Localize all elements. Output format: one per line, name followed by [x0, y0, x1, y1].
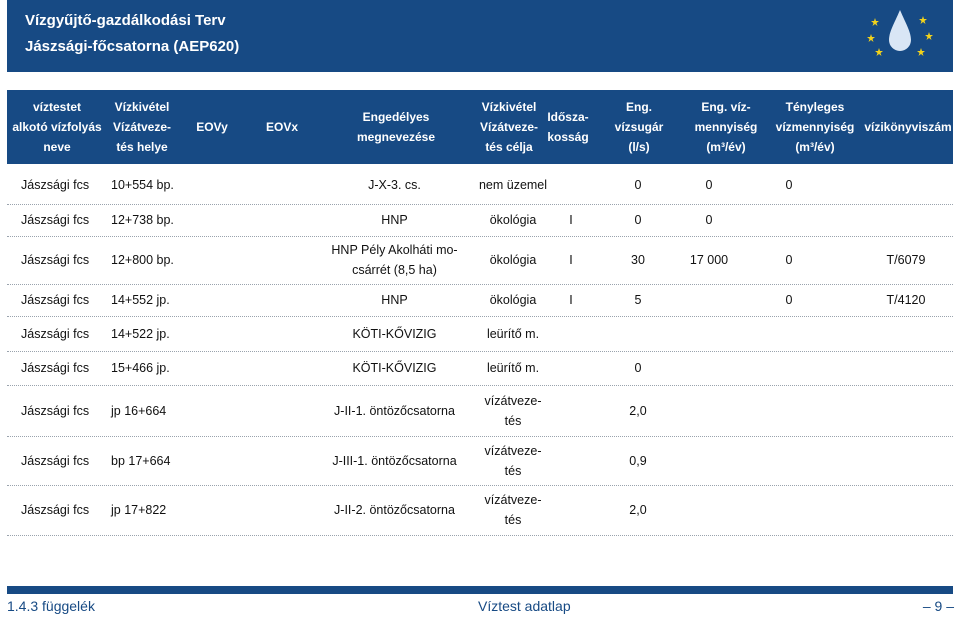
cell-loc	[111, 166, 201, 204]
cell-loc	[111, 351, 201, 385]
cell-purpose-line: tés	[504, 513, 522, 527]
table-row	[7, 284, 953, 317]
column-header-line: víztestet	[32, 100, 82, 114]
cell-name-text: Jászsági fcs	[21, 178, 90, 192]
cell-period	[555, 485, 587, 535]
cell-holder	[312, 166, 477, 204]
cell-loc	[111, 485, 201, 535]
footer-rule	[7, 586, 953, 594]
cell-book-text: T/6079	[886, 253, 926, 267]
cell-actual	[759, 236, 819, 284]
cell-name	[21, 351, 117, 385]
column-header-line: Engedélyes	[362, 110, 430, 124]
cell-volume	[673, 436, 745, 485]
cell-loc-text: 12+800 bp.	[111, 253, 174, 267]
cell-period-text: I	[569, 293, 573, 307]
cell-period	[555, 316, 587, 351]
column-header-line: vízsugár	[614, 120, 664, 134]
cell-holder	[312, 284, 477, 316]
cell-jet-text: 0	[634, 213, 642, 227]
cell-loc-text: bp 17+664	[111, 453, 171, 468]
cell-volume	[673, 385, 745, 436]
cell-actual	[759, 351, 819, 385]
cell-holder	[312, 485, 477, 535]
cell-purpose-line: nem üzemel	[478, 178, 548, 192]
cell-purpose-line: vízátveze-	[484, 393, 542, 408]
cell-jet	[603, 204, 673, 236]
column-header-line: Vízátveze-	[479, 120, 539, 134]
column-header	[863, 90, 953, 164]
cell-name	[21, 385, 117, 436]
column-header-line: vízikönyviszám	[864, 120, 952, 134]
table-row	[7, 236, 953, 285]
cell-book	[863, 166, 949, 204]
cell-actual	[759, 485, 819, 535]
cell-purpose-line: leürítő m.	[486, 326, 540, 341]
cell-name	[21, 436, 117, 485]
cell-jet-text: 0,9	[629, 453, 647, 468]
footer-page-number: – 9 –	[922, 598, 954, 614]
cell-holder	[312, 236, 477, 284]
column-header-line: alkotó vízfolyás	[12, 120, 102, 134]
cell-purpose	[473, 351, 553, 385]
column-header-line: kosság	[547, 130, 589, 144]
cell-purpose	[473, 485, 553, 535]
cell-purpose	[473, 204, 553, 236]
cell-purpose-line: tés	[504, 413, 522, 428]
cell-purpose	[473, 284, 553, 316]
cell-book	[863, 284, 949, 316]
cell-loc-text: 14+552 jp.	[111, 293, 170, 307]
cell-actual	[759, 316, 819, 351]
cell-holder-line: HNP	[381, 293, 408, 307]
column-header-line: Eng.	[626, 100, 652, 114]
cell-book	[863, 316, 949, 351]
cell-holder	[312, 436, 477, 485]
cell-book	[863, 485, 949, 535]
cell-name	[21, 316, 117, 351]
column-header-line: tés helye	[116, 140, 168, 154]
cell-loc-text: 10+554 bp.	[111, 178, 174, 192]
cell-name-text: Jászsági fcs	[21, 213, 90, 227]
cell-loc-text: jp 16+664	[111, 403, 167, 418]
cell-volume	[673, 236, 745, 284]
footer-section: Víztest adatlap	[478, 598, 571, 614]
cell-name-text: Jászsági fcs	[21, 253, 90, 267]
column-header	[593, 90, 685, 164]
cell-period-text: I	[569, 213, 573, 227]
cell-purpose-line: ökológia	[489, 253, 537, 267]
cell-jet-text: 0	[634, 178, 642, 192]
cell-purpose-line: vízátveze-	[484, 493, 542, 507]
cell-period-text: I	[569, 253, 573, 267]
cell-period	[555, 236, 587, 284]
table-row	[7, 204, 953, 237]
cell-jet	[603, 436, 673, 485]
cell-book	[863, 436, 949, 485]
cell-purpose	[473, 166, 553, 204]
cell-actual-text: 0	[785, 293, 793, 307]
column-header-line: vízmennyiség	[775, 120, 855, 134]
column-header-line: megnevezése	[356, 130, 436, 144]
table-row	[7, 436, 953, 486]
cell-jet-text: 2,0	[629, 503, 647, 517]
cell-jet	[603, 166, 673, 204]
column-header-line: EOVx	[265, 120, 298, 134]
cell-actual	[759, 284, 819, 316]
column-header	[767, 90, 863, 164]
title-banner	[7, 0, 953, 72]
cell-actual-text: 0	[785, 178, 793, 192]
cell-volume	[673, 204, 745, 236]
column-header-line: Idősza-	[547, 110, 589, 124]
cell-holder-line: HNP Pély Akolháti mo-	[331, 243, 458, 257]
cell-loc-text: 14+522 jp.	[111, 326, 170, 341]
cell-period	[555, 204, 587, 236]
column-header-line: Vízátveze-	[112, 120, 172, 134]
cell-holder-line: HNP	[381, 213, 408, 227]
cell-name	[21, 284, 117, 316]
cell-holder	[312, 351, 477, 385]
cell-volume	[673, 166, 745, 204]
cell-volume-text: 0	[705, 213, 713, 227]
column-header-line: tés célja	[485, 140, 533, 154]
cell-name-text: Jászsági fcs	[21, 453, 90, 468]
cell-actual	[759, 166, 819, 204]
cell-jet-text: 2,0	[629, 403, 647, 418]
cell-name-text: Jászsági fcs	[21, 503, 90, 517]
cell-loc	[111, 436, 201, 485]
cell-name	[21, 485, 117, 535]
cell-loc	[111, 236, 201, 284]
column-header	[247, 90, 317, 164]
column-header-line: EOVy	[196, 120, 228, 134]
cell-book	[863, 204, 949, 236]
cell-book	[863, 351, 949, 385]
cell-jet-text: 30	[631, 253, 645, 267]
cell-volume-text: 17 000	[689, 253, 729, 267]
cell-loc	[111, 204, 201, 236]
column-header	[475, 90, 543, 164]
cell-jet	[603, 284, 673, 316]
column-header-line: neve	[43, 140, 71, 154]
cell-name	[21, 236, 117, 284]
cell-name	[21, 204, 117, 236]
column-header-line: Tényleges	[785, 100, 845, 114]
cell-holder-line: J-II-1. öntözőcsatorna	[334, 403, 455, 418]
column-header	[7, 90, 107, 164]
cell-loc	[111, 385, 201, 436]
column-header-line: Eng. víz-	[701, 100, 751, 114]
cell-holder-line: J-II-2. öntözőcsatorna	[334, 503, 455, 517]
cell-purpose-line: vízátveze-	[484, 443, 542, 458]
document-subtitle: Jászsági-főcsatorna (AEP620)	[25, 38, 240, 55]
cell-loc-text: 12+738 bp.	[111, 213, 174, 227]
cell-volume-text: 0	[705, 178, 713, 192]
column-header-line: Vízkivétel	[481, 100, 537, 114]
cell-name-text: Jászsági fcs	[21, 293, 90, 307]
cell-period	[555, 351, 587, 385]
table-row	[7, 351, 953, 386]
cell-jet	[603, 485, 673, 535]
cell-actual	[759, 436, 819, 485]
cell-actual	[759, 204, 819, 236]
cell-purpose-line: tés	[504, 463, 522, 478]
column-header	[177, 90, 247, 164]
cell-purpose-line: ökológia	[489, 293, 537, 307]
cell-period	[555, 284, 587, 316]
cell-holder-line: J-III-1. öntözőcsatorna	[332, 453, 457, 468]
column-header	[317, 90, 475, 164]
cell-name-text: Jászsági fcs	[21, 326, 90, 341]
cell-holder	[312, 385, 477, 436]
column-header-line: (m³/év)	[795, 140, 835, 154]
cell-purpose	[473, 316, 553, 351]
column-header-line: mennyiség	[694, 120, 758, 134]
cell-volume	[673, 485, 745, 535]
cell-loc	[111, 284, 201, 316]
cell-holder-line: KÖTI-KŐVIZIG	[352, 326, 437, 341]
cell-name	[21, 166, 117, 204]
document-title: Vízgyűjtő-gazdálkodási Terv	[25, 12, 226, 29]
cell-name-text: Jászsági fcs	[21, 361, 90, 375]
cell-holder	[312, 204, 477, 236]
cell-volume	[673, 284, 745, 316]
column-header-line: Vízkivétel	[114, 100, 170, 114]
column-header	[543, 90, 593, 164]
cell-holder-line: KÖTI-KŐVIZIG	[352, 361, 437, 375]
table-row	[7, 166, 953, 205]
cell-jet-text: 5	[634, 293, 642, 307]
cell-holder-line: csárrét (8,5 ha)	[352, 263, 437, 277]
water-drop-stars-logo-icon	[861, 4, 939, 64]
cell-loc-text: 15+466 jp.	[111, 361, 170, 375]
cell-volume	[673, 351, 745, 385]
table-row	[7, 316, 953, 352]
cell-period	[555, 166, 587, 204]
cell-jet	[603, 385, 673, 436]
cell-period	[555, 385, 587, 436]
column-header	[685, 90, 767, 164]
cell-holder-line: J-X-3. cs.	[368, 178, 421, 192]
column-header-line: (l/s)	[628, 140, 650, 154]
cell-book-text: T/4120	[886, 293, 926, 307]
column-header	[107, 90, 177, 164]
cell-jet-text: 0	[634, 361, 642, 375]
table-row	[7, 485, 953, 536]
cell-purpose	[473, 436, 553, 485]
cell-actual-text: 0	[785, 253, 793, 267]
cell-purpose	[473, 385, 553, 436]
cell-loc	[111, 316, 201, 351]
cell-book	[863, 385, 949, 436]
table-row	[7, 385, 953, 437]
cell-period	[555, 436, 587, 485]
cell-loc-text: jp 17+822	[111, 503, 167, 517]
cell-actual	[759, 385, 819, 436]
cell-purpose-line: ökológia	[489, 213, 537, 227]
cell-jet	[603, 316, 673, 351]
cell-purpose	[473, 236, 553, 284]
footer-appendix: 1.4.3 függelék	[7, 598, 95, 614]
cell-book	[863, 236, 949, 284]
cell-name-text: Jászsági fcs	[21, 403, 90, 418]
column-header-line: (m³/év)	[706, 140, 746, 154]
table-header	[7, 90, 953, 164]
cell-purpose-line: leürítő m.	[486, 361, 540, 375]
cell-volume	[673, 316, 745, 351]
cell-jet	[603, 236, 673, 284]
cell-holder	[312, 316, 477, 351]
cell-jet	[603, 351, 673, 385]
